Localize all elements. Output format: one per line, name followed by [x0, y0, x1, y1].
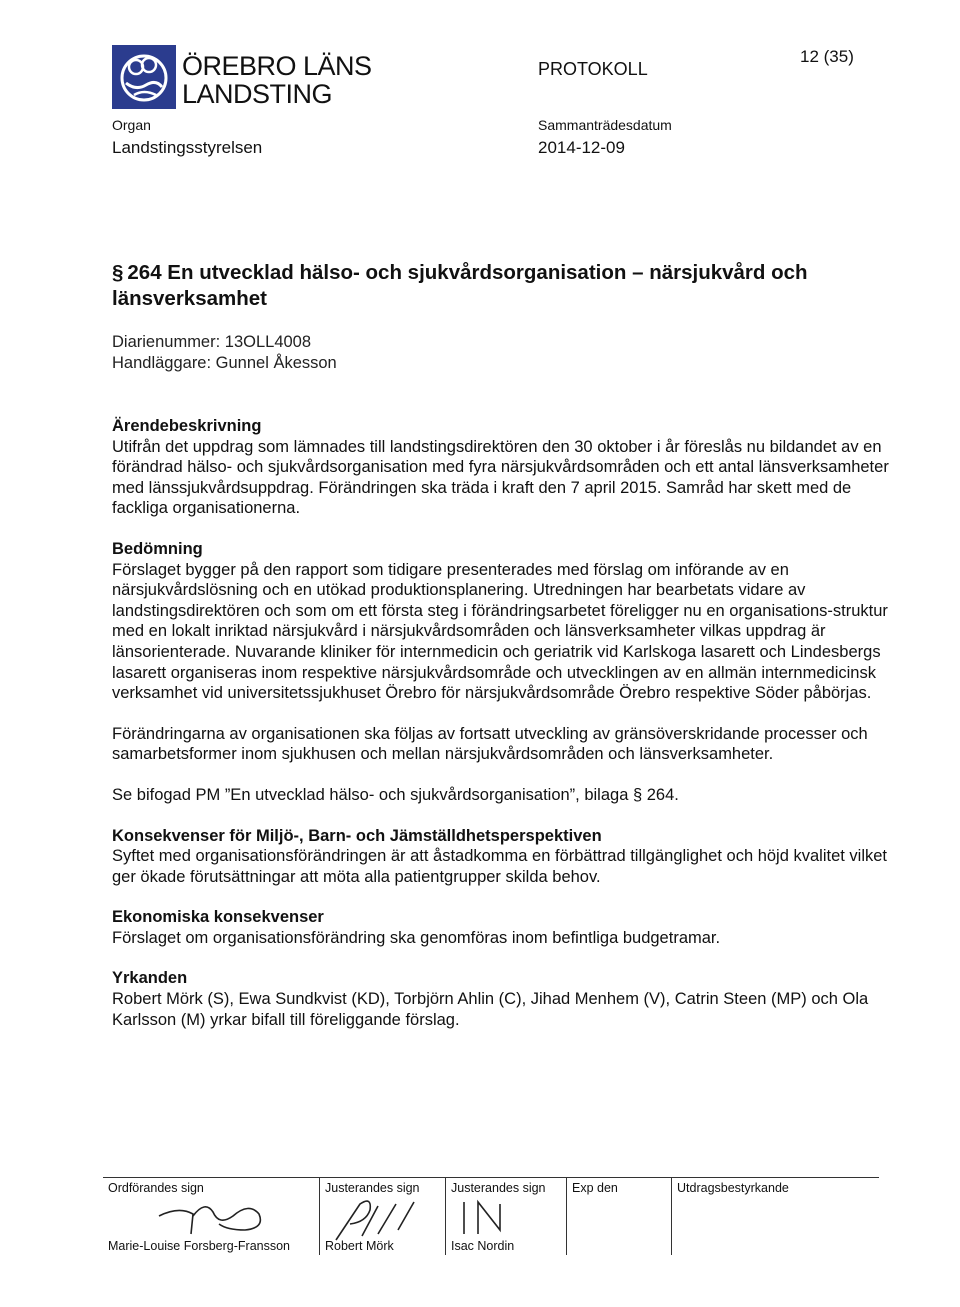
document-type: PROTOKOLL — [538, 59, 648, 79]
bedomning-paragraph-2: Förändringarna av organisationen ska följas av fortsatt utveckling av gränsöverskridande processer och samarbetsformer inom sjukhusen och mellan närsjukvårdsområden och länsverksamheter. — [112, 724, 868, 764]
county-council-logo-icon — [112, 45, 176, 109]
date-label: Sammanträdesdatum — [538, 117, 672, 133]
ekonomiska-heading: Ekonomiska konsekvenser — [112, 908, 324, 927]
signature-name: Isac Nordin — [451, 1239, 515, 1253]
signature-label: Justerandes sign — [325, 1181, 420, 1195]
signature-cell-adjuster-1 — [320, 1178, 446, 1256]
signature-table — [103, 1177, 879, 1255]
signature-label: Ordförandes sign — [108, 1181, 204, 1195]
page-number: 12 (35) — [800, 47, 854, 66]
arendebeskrivning-text: Utifrån det uppdrag som lämnades till landstingsdirektören den 30 oktober i år föreslås nu bildandet av en förändrad hälso- och sjukvårdsorganisation med fyra närsjukvårdsområden och ett antal länsverksamheter med länssjukvårdsuppdrag. Förändringen ska träda i kraft den 7 april 2015. Samråd har skett med de fackliga organisationerna. — [112, 437, 889, 518]
document-body — [112, 416, 902, 1030]
date-value: 2014-12-09 — [538, 138, 625, 157]
bedomning-paragraph-3: Se bifogad PM ”En utvecklad hälso- och sjukvårdsorganisation”, bilaga § 264. — [112, 785, 679, 804]
section-title-text: 264 En utvecklad hälso- och sjukvårdsorganisation – närsjukvård och länsverksamhet — [112, 261, 808, 310]
signature-cell-certification — [672, 1178, 880, 1256]
signature-name: Robert Mörk — [325, 1239, 394, 1253]
section-title — [112, 260, 902, 312]
bedomning-paragraph-1: Förslaget bygger på den rapport som tidigare presenterades med förslag om införande av en närsjukvårdslösning och en utökad produktionsplanering. Utredningen har bearbetats vidare av landstingsdirektören och som om ett första steg i förändringsarbetet föreligger nu en organisations-struktur med en lokalt inriktad närsjukvård i närsjukvårdsområden och länsverksamheter vilkas uppdrag är länsorienterade. Nuvarande kliniker för internmedicin och geriatrik vid Karlskoga lasarett och Lindesbergs lasarett organiseras inom respektive närsjukvårdsområde och utvecklingen av en allmän internmedicinsk verksamhet vid universitetssjukhuset Örebro för närsjukvårdsområde Örebro respektive Söder påbörjas. — [112, 560, 888, 703]
signature-cell-exp-date — [567, 1178, 672, 1256]
signature-label: Exp den — [572, 1181, 618, 1195]
signature-name: Marie-Louise Forsberg-Fransson — [108, 1239, 291, 1253]
yrkanden-heading: Yrkanden — [112, 969, 188, 988]
organ-label: Organ — [112, 117, 151, 133]
handwritten-signature-icon — [109, 1194, 279, 1238]
ekonomiska-text: Förslaget om organisationsförändring ska genomföras inom befintliga budgetramar. — [112, 928, 721, 947]
signature-label: Justerandes sign — [451, 1181, 546, 1195]
logo-line-2: LANDSTING — [182, 79, 333, 109]
yrkanden-text: Robert Mörk (S), Ewa Sundkvist (KD), Torbjörn Ahlin (C), Jihad Menhem (V), Catrin Steen (MP) och Ola Karlsson (M) yrkar bifall till föreliggande förslag. — [112, 990, 869, 1029]
logo-wordmark — [182, 52, 372, 108]
signature-cell-chair — [103, 1178, 320, 1256]
handwritten-signature-icon — [452, 1194, 542, 1242]
bedomning-heading: Bedömning — [112, 539, 203, 558]
handlaggare: Handläggare: Gunnel Åkesson — [112, 354, 337, 372]
signature-label: Utdragsbestyrkande — [677, 1181, 789, 1195]
konsekvenser-text: Syftet med organisationsförändringen är att åstadkomma en förbättrad tillgänglighet och höjd kvalitet vilket ger ökade förutsättningar att möta alla patientgrupper skilda behov. — [112, 847, 888, 886]
signature-cell-adjuster-2 — [446, 1178, 567, 1256]
handwritten-signature-icon — [326, 1194, 426, 1242]
organ-value: Landstingsstyrelsen — [112, 138, 263, 157]
arendebeskrivning-heading: Ärendebeskrivning — [112, 417, 262, 435]
logo-line-1: ÖREBRO LÄNS — [182, 51, 372, 81]
konsekvenser-heading: Konsekvenser för Miljö-, Barn- och Jämställdhetsperspektiven — [112, 826, 602, 845]
diarienummer: Diarienummer: 13OLL4008 — [112, 333, 312, 351]
paragraph-symbol: § — [112, 261, 124, 284]
